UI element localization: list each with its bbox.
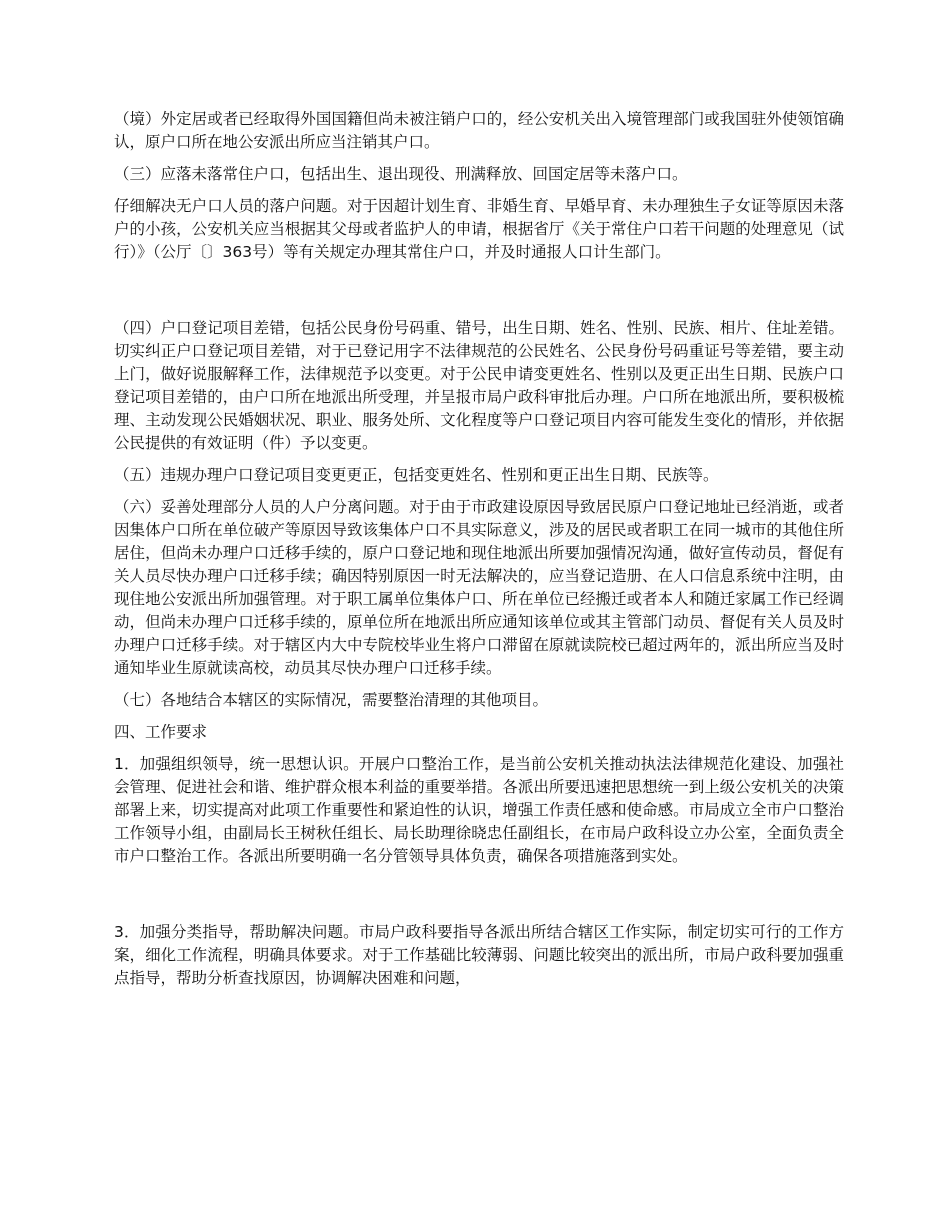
paragraph-item-three: （三）应落未落常住户口，包括出生、退出现役、刑满释放、回国定居等未落户口。: [114, 165, 688, 183]
document-page: [114, 108, 844, 999]
paragraph-requirement-one: 1．加强组织领导，统一思想认识。开展户口整治工作，是当前公安机关推动执法法律规范化建设、加强社会管理、促进社会和谐、维护群众根本利益的重要举措。各派出所要迅速把思想统一到上级公安机关的决策部署上来，切实提高对此项工作重要性和紧迫性的认识，增强工作责任感和使命感。市局成立全市户口整治工作领导小组，由副局长王树秋任组长、局长助理徐晓忠任副组长，在市局户政科设立办公室，全面负责全市户口整治工作。各派出所要明确一名分管领导具体负责，确保各项措施落到实处。: [114, 755, 844, 865]
paragraph-item-six: （六）妥善处理部分人员的人户分离问题。对于由于市政建设原因导致居民原户口登记地址已经消逝，或者因集体户口所在单位破产等原因导致该集体户口不具实际意义，涉及的居民或者职工在同一城市的其他住所居住，但尚未办理户口迁移手续的，原户口登记地和现住地派出所要加强情况沟通，做好宣传动员，督促有关人员尽快办理户口迁移手续；确因特别原因一时无法解决的，应当登记造册、在人口信息系统中注明，由现住地公安派出所加强管理。对于职工属单位集体户口、所在单位已经搬迁或者本人和随迁家属工作已经调动，但尚未办理户口迁移手续的，原单位所在地派出所应通知该单位或其主管部门动员、督促有关人员及时办理户口迁移手续。对于辖区内大中专院校毕业生将户口滞留在原就读院校已超过两年的，派出所应当及时通知毕业生原就读高校，动员其尽快办理户口迁移手续。: [114, 498, 844, 677]
paragraph-emigrant-deregistration: （境）外定居或者已经取得外国国籍但尚未被注销户口的，经公安机关出入境管理部门或我国驻外使领馆确认，原户口所在地公安派出所应当注销其户口。: [114, 110, 844, 151]
paragraph-item-four: （四）户口登记项目差错，包括公民身份号码重、错号，出生日期、姓名、性别、民族、相片、住址差错。切实纠正户口登记项目差错，对于已登记用字不法律规范的公民姓名、公民身份号码重证号等差错，要主动上门，做好说服解释工作，法律规范予以变更。对于公民申请变更姓名、性别以及更正出生日期、民族户口登记项目差错的，由户口所在地派出所受理，并呈报市局户政科审批后办理。户口所在地派出所，要积极梳理、主动发现公民婚姻状况、职业、服务处所、文化程度等户口登记项目内容可能发生变化的情形，并依据公民提供的有效证明（件）予以变更。: [114, 319, 844, 452]
section-heading-work-requirements: 四、工作要求: [114, 723, 208, 741]
paragraph-unregistered-persons: 仔细解决无户口人员的落户问题。对于因超计划生育、非婚生育、早婚早育、未办理独生子女证等原因未落户的小孩，公安机关应当根据其父母或者监护人的申请，根据省厅《关于常住户口若干问题的处理意见（试行）》（公厅〔〕363号）等有关规定办理其常住户口，并及时通报人口计生部门。: [114, 197, 844, 261]
paragraph-requirement-three: 3．加强分类指导，帮助解决问题。市局户政科要指导各派出所结合辖区工作实际，制定切实可行的工作方案，细化工作流程，明确具体要求。对于工作基础比较薄弱、问题比较突出的派出所，市局户政科要加强重点指导，帮助分析查找原因，协调解决困难和问题，: [114, 923, 844, 987]
paragraph-item-seven: （七）各地结合本辖区的实际情况，需要整治清理的其他项目。: [114, 691, 549, 709]
paragraph-item-five: （五）违规办理户口登记项目变更更正，包括变更姓名、性别和更正出生日期、民族等。: [114, 466, 719, 484]
